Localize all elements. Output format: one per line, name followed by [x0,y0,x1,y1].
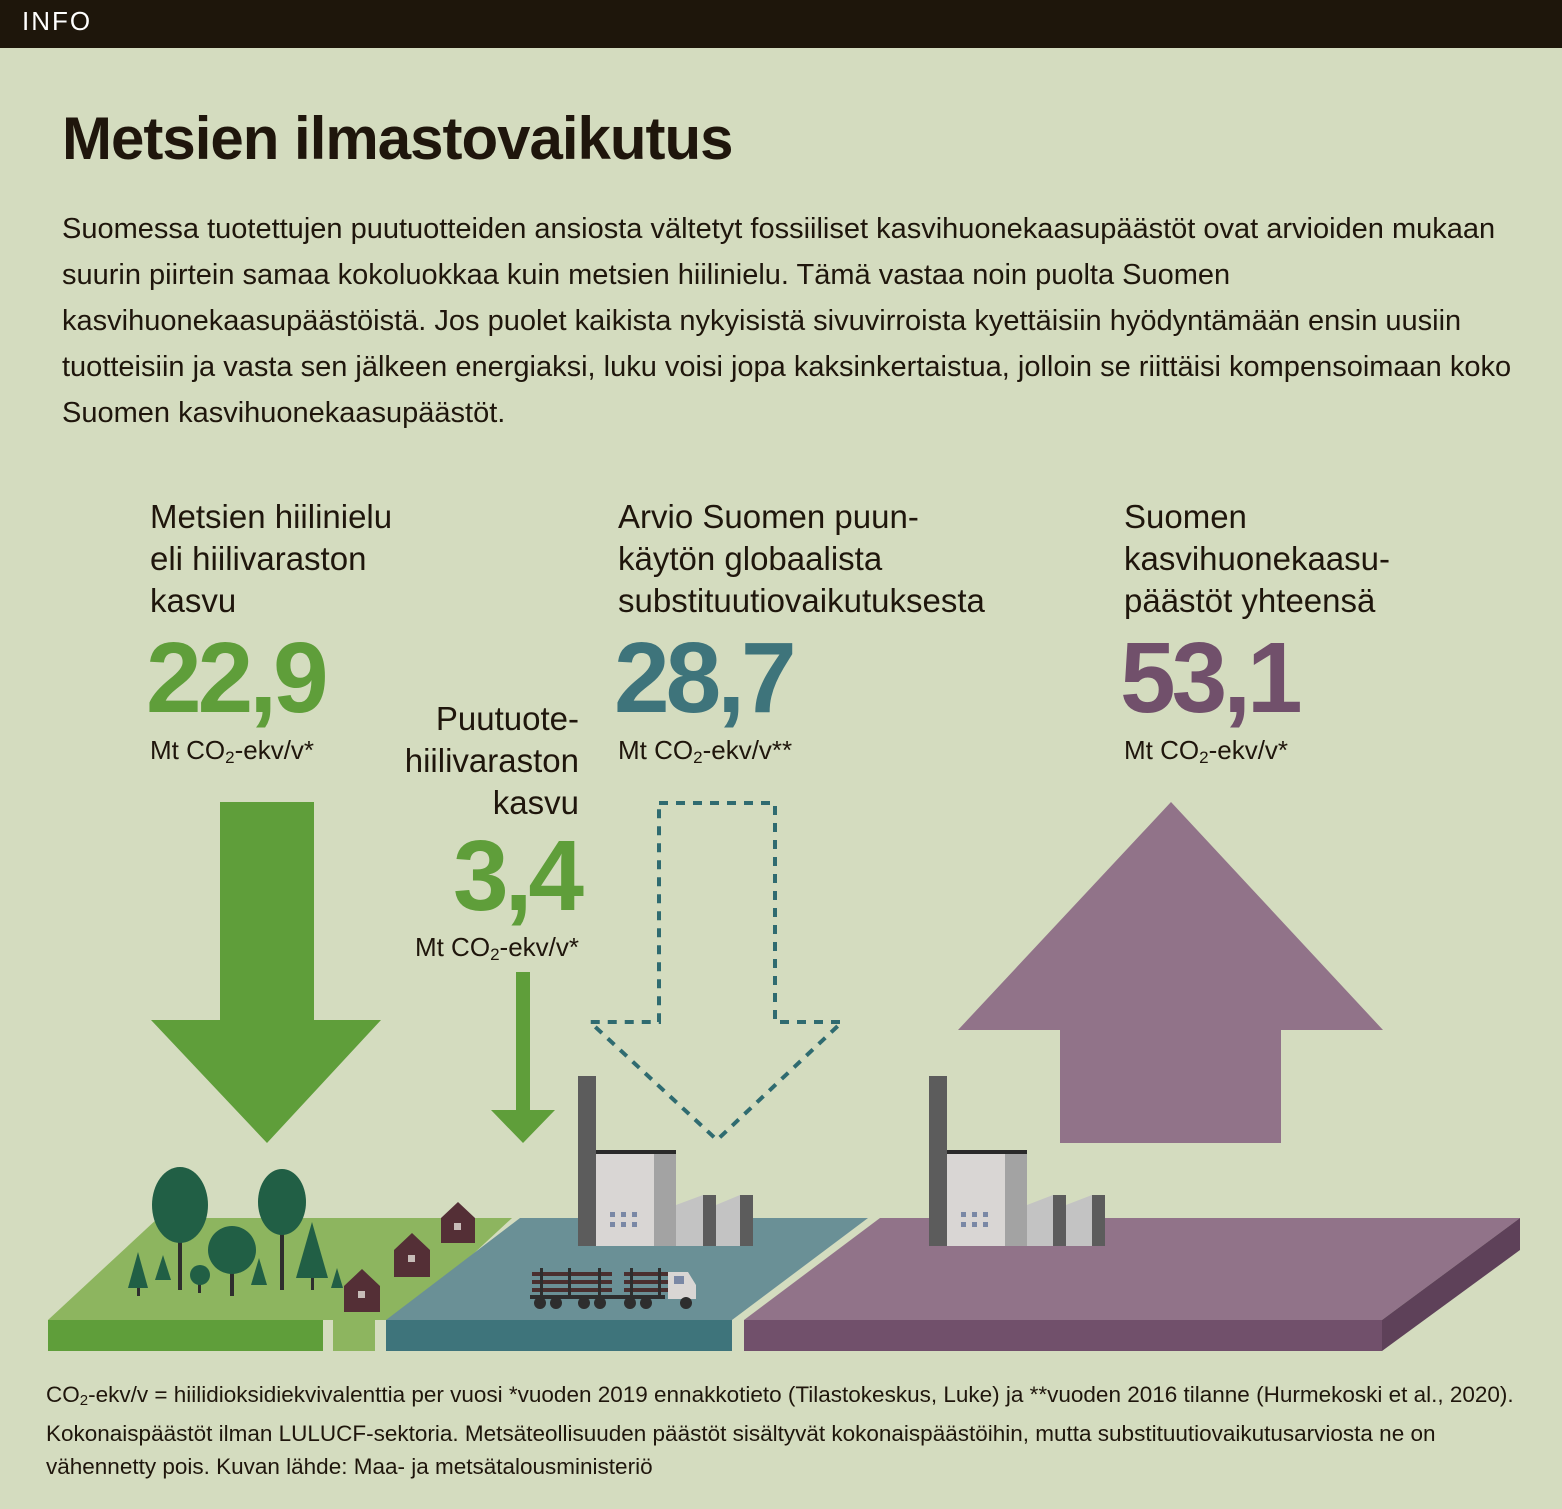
wood-product-label-line: kasvu [492,784,579,821]
factory-left [578,1076,753,1246]
substitution-value: 28,7 [614,622,793,734]
wood-product-label-line: Puutuote- [435,700,579,737]
forest-sink-value: 22,9 [146,622,325,734]
forest-sink-unit: Mt $CO_2-ekv/v*$ [150,735,315,767]
emissions-label-line: Suomen [1124,498,1247,535]
wood-product-unit: Mt $CO_2-ekv/v*$ [414,932,579,964]
substitution-label [618,496,985,622]
wood-product-label [330,698,579,824]
wood-product-label-line: hiilivaraston [404,742,579,779]
substitution-label-line: käytön globaalista [618,540,883,577]
substitution-label-line: Arvio Suomen puun- [618,498,919,535]
forest-sink-label [150,496,392,622]
substitution-arrow [590,803,842,1140]
intro-paragraph: Suomessa tuotettujen puutuotteiden ansiosta vältetyt fossiiliset kasvihuonekaasupäästöt ovat arvioiden mukaan suurin piirtein samaa kokoluokkaa kuin metsien hiilinielu. Tämä vastaa noin puolta Suomen kasvihuonekaasupäästöistä. Jos puolet kaikista nykyisistä sivuvirroista kyettäisiin hyödyntämään ensin uusiin tuotteisiin ja vasta sen jälkeen energiaksi, luku voisi jopa kaksinkertaistua, jolloin se riittäisi kompensoimaan koko Suomen kasvihuonekaasupäästöt. [62,213,1512,429]
emissions-unit: Mt $CO_2-ekv/v*$ [1124,735,1289,767]
wood-product-value: 3,4 [452,820,580,932]
substitution-unit: Mt $CO_2-ekv/v**$ [618,735,793,767]
emissions-label-line: päästöt yhteensä [1124,582,1376,619]
footnote-sub: 2 [79,1392,89,1409]
substitution-label-line: substituutiovaikutuksesta [618,582,985,619]
forest-sink-label-line: kasvu [150,582,237,619]
emissions-label-line: kasvihuonekaasu- [1124,540,1390,577]
emissions-arrow [958,802,1383,1143]
society-ground [744,1218,1520,1351]
page-title: Metsien ilmastovaikutus [62,105,733,172]
forest-sink-label-line: eli hiilivaraston [150,540,367,577]
footnote-co2: CO [46,1382,80,1407]
header-tag: INFO [22,6,93,36]
emissions-label [1124,496,1390,622]
wood-product-arrow [491,972,555,1143]
footnote-text: -ekv/v = hiilidioksidiekvivalenttia per vuosi *vuoden 2019 ennakkotieto (Tilastokeskus, Luke) ja **vuoden 2016 tilanne (Hurmekoski et al., 2020). Kokonaispäästöt ilman LULUCF-sektoria. Metsäteollisuuden päästöt sisältyvät kokonaispäästöihin, mutta substituutiovaikutusarviosta ne on vähennetty pois. Kuvan lähde: Maa- ja metsätalousministeriö [46,1382,1514,1479]
emissions-value: 53,1 [1120,622,1299,734]
footnote [46,1378,1526,1483]
forest-sink-label-line: Metsien hiilinielu [150,498,393,535]
